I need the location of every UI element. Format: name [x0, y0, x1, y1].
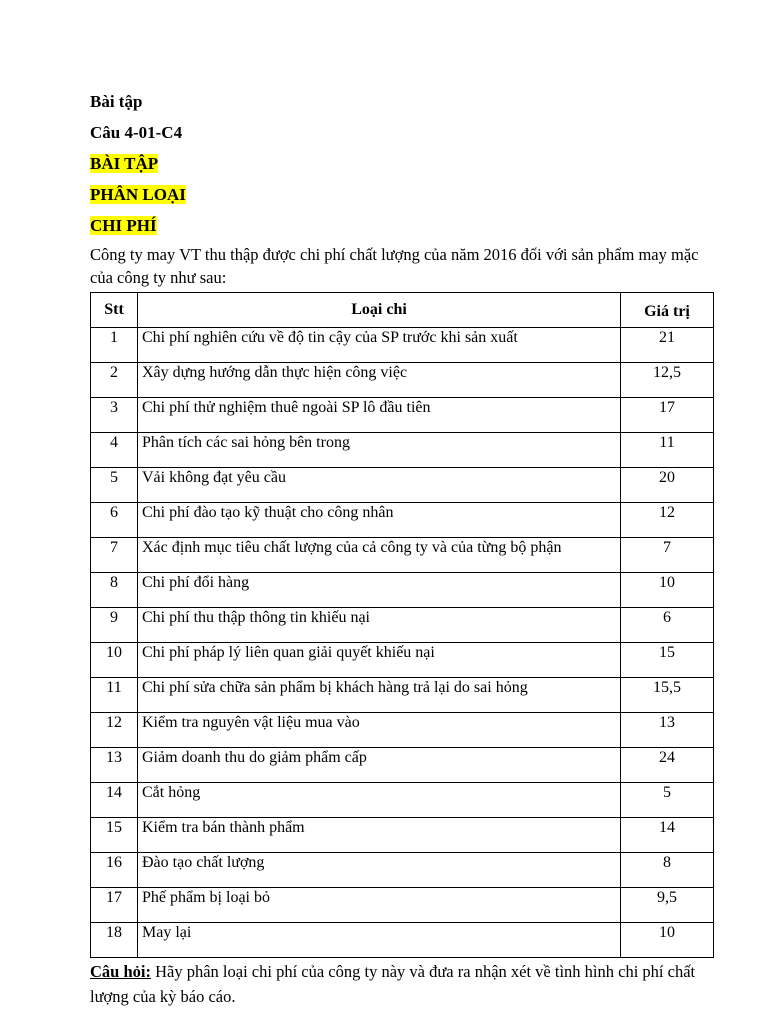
table-row — [91, 748, 714, 783]
question-label: Câu hỏi: — [90, 962, 151, 981]
cell-item: Chi phí sửa chữa sản phẩm bị khách hàng trả lại do sai hỏng — [138, 678, 621, 713]
cell-stt: 4 — [91, 433, 138, 468]
cell-stt: 14 — [91, 783, 138, 818]
table-row — [91, 818, 714, 853]
header-value: Giá trị — [621, 293, 714, 328]
cell-stt: 3 — [91, 398, 138, 433]
cell-stt: 11 — [91, 678, 138, 713]
table-row — [91, 608, 714, 643]
cell-item: Chi phí đổi hàng — [138, 573, 621, 608]
cell-item: Đào tạo chất lượng — [138, 853, 621, 888]
cell-value: 12,5 — [621, 363, 714, 398]
cost-table — [90, 292, 714, 958]
table-row — [91, 573, 714, 608]
cell-item: Xây dựng hướng dẫn thực hiện công việc — [138, 363, 621, 398]
cell-value: 21 — [621, 328, 714, 363]
heading-highlight-1: BÀI TẬP — [90, 154, 159, 173]
cell-value: 24 — [621, 748, 714, 783]
cell-item: Kiểm tra bán thành phẩm — [138, 818, 621, 853]
cell-item: Chi phí nghiên cứu về độ tin cậy của SP trước khi sản xuất — [138, 328, 621, 363]
cell-stt: 8 — [91, 573, 138, 608]
cell-value: 10 — [621, 923, 714, 958]
table-row — [91, 538, 714, 573]
cell-stt: 6 — [91, 503, 138, 538]
heading-highlight-2: PHÂN LOẠI — [90, 185, 186, 204]
question-text: Hãy phân loại chi phí của công ty này và đưa ra nhận xét về tình hình chi phí chất lượng của kỳ báo cáo. — [90, 962, 696, 1006]
cell-stt: 13 — [91, 748, 138, 783]
table-header-row — [91, 293, 714, 328]
cell-value: 10 — [621, 573, 714, 608]
cell-item: Chi phí đào tạo kỹ thuật cho công nhân — [138, 503, 621, 538]
table-row — [91, 678, 714, 713]
cell-stt: 9 — [91, 608, 138, 643]
heading-bai-tap: Bài tập — [90, 92, 143, 111]
cell-item: Cắt hỏng — [138, 783, 621, 818]
cell-value: 20 — [621, 468, 714, 503]
table-row — [91, 643, 714, 678]
question-paragraph — [90, 959, 715, 1009]
header-item: Loại chi — [138, 293, 621, 328]
cell-stt: 2 — [91, 363, 138, 398]
table-row — [91, 363, 714, 398]
cell-stt: 18 — [91, 923, 138, 958]
cell-item: Phân tích các sai hỏng bên trong — [138, 433, 621, 468]
cell-item: Chi phí thu thập thông tin khiếu nại — [138, 608, 621, 643]
table-row — [91, 853, 714, 888]
heading-cau: Câu 4-01-C4 — [90, 123, 183, 142]
table-row — [91, 713, 714, 748]
cell-item: Chi phí pháp lý liên quan giải quyết khiếu nại — [138, 643, 621, 678]
header-stt: Stt — [91, 293, 138, 328]
cell-stt: 5 — [91, 468, 138, 503]
cell-stt: 7 — [91, 538, 138, 573]
cell-item: May lại — [138, 923, 621, 958]
cell-item: Giảm doanh thu do giảm phẩm cấp — [138, 748, 621, 783]
cell-stt: 16 — [91, 853, 138, 888]
table-row — [91, 783, 714, 818]
table-body — [91, 328, 714, 958]
table-row — [91, 328, 714, 363]
cell-value: 15 — [621, 643, 714, 678]
cell-value: 7 — [621, 538, 714, 573]
cell-value: 12 — [621, 503, 714, 538]
cell-item: Chi phí thử nghiệm thuê ngoài SP lô đầu tiên — [138, 398, 621, 433]
cell-item: Vải không đạt yêu cầu — [138, 468, 621, 503]
cell-value: 14 — [621, 818, 714, 853]
cell-value: 6 — [621, 608, 714, 643]
cell-item: Xác định mục tiêu chất lượng của cả công ty và của từng bộ phận — [138, 538, 621, 573]
table-row — [91, 503, 714, 538]
cell-stt: 12 — [91, 713, 138, 748]
cell-value: 8 — [621, 853, 714, 888]
table-row — [91, 468, 714, 503]
table-row — [91, 888, 714, 923]
table-row — [91, 398, 714, 433]
cell-stt: 15 — [91, 818, 138, 853]
document-page — [90, 86, 715, 1009]
table-row — [91, 923, 714, 958]
cell-value: 5 — [621, 783, 714, 818]
cell-stt: 1 — [91, 328, 138, 363]
heading-highlight-3: CHI PHÍ — [90, 216, 157, 235]
cell-stt: 10 — [91, 643, 138, 678]
intro-paragraph: Công ty may VT thu thập được chi phí chất lượng của năm 2016 đối với sản phẩm may mặc của công ty như sau: — [90, 245, 699, 287]
cell-value: 9,5 — [621, 888, 714, 923]
cell-value: 17 — [621, 398, 714, 433]
cell-value: 13 — [621, 713, 714, 748]
cell-stt: 17 — [91, 888, 138, 923]
cell-value: 11 — [621, 433, 714, 468]
cell-item: Kiểm tra nguyên vật liệu mua vào — [138, 713, 621, 748]
cell-value: 15,5 — [621, 678, 714, 713]
cell-item: Phế phẩm bị loại bỏ — [138, 888, 621, 923]
table-row — [91, 433, 714, 468]
